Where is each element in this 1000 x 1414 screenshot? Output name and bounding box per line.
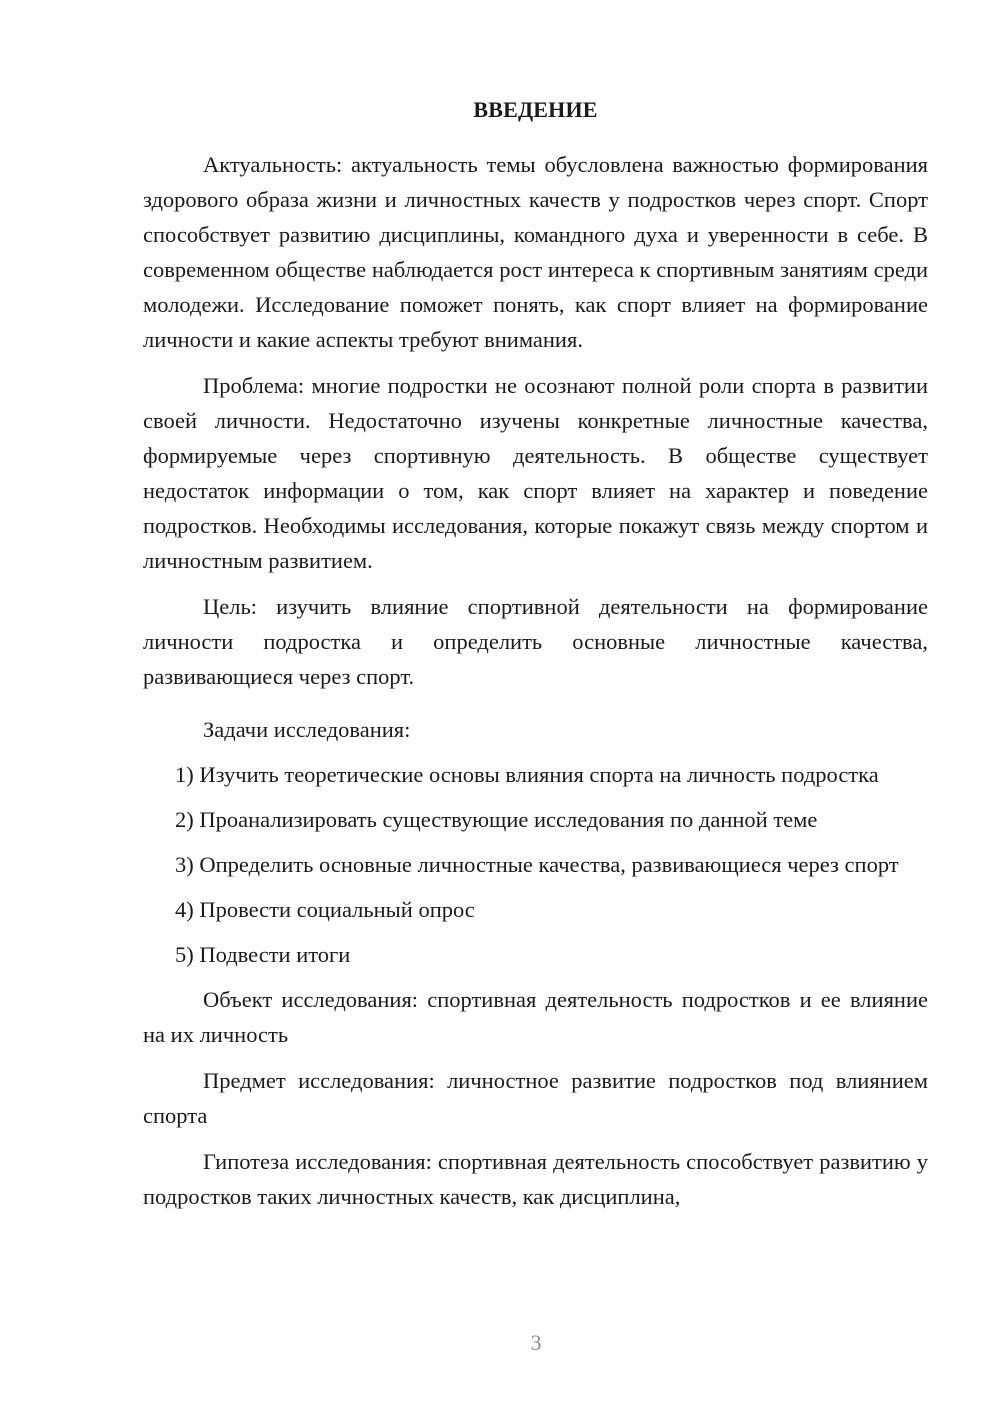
paragraph-problem: Проблема: многие подростки не осознают полной роли спорта в развитии своей личности. Недостаточно изучены конкретные личностные качества, формируемые через спортивную деятельность. В обществе существует недостаток информации о том, как спорт влияет на характер и поведение подростков. Необходимы исследования, которые покажут связь между спортом и личностным развитием. [143,373,928,573]
task-item: 3) Определить основные личностные качества, развивающиеся через спорт [175,852,899,877]
task-item: 5) Подвести итоги [175,942,351,967]
paragraph-hypothesis: Гипотеза исследования: спортивная деятельность способствует развитию у подростков таких личностных качеств, как дисциплина, [143,1149,928,1209]
page-content [143,92,928,1225]
section-title: ВВЕДЕНИЕ [473,97,598,122]
paragraph-object: Объект исследования: спортивная деятельность подростков и ее влияние на их личность [143,987,928,1047]
task-item: 4) Провести социальный опрос [175,897,475,922]
page-number: 3 [530,1330,542,1355]
tasks-heading: Задачи исследования: [203,717,411,742]
paragraph-relevance: Актуальность: актуальность темы обусловлена важностью формирования здорового образа жизни и личностных качеств у подростков через спорт. Спорт способствует развитию дисциплины, командного духа и уверенности в себе. В современном обществе наблюдается рост интереса к спортивным занятиям среди молодежи. Исследование поможет понять, как спорт влияет на формирование личности и какие аспекты требуют внимания. [143,152,928,352]
paragraph-subject: Предмет исследования: личностное развитие подростков под влиянием спорта [143,1068,928,1128]
paragraph-goal: Цель: изучить влияние спортивной деятельности на формирование личности подростка и определить основные личностные качества, развивающиеся через спорт. [143,594,928,689]
task-item: 1) Изучить теоретические основы влияния спорта на личность подростка [175,762,879,787]
task-item: 2) Проанализировать существующие исследования по данной теме [175,807,818,832]
